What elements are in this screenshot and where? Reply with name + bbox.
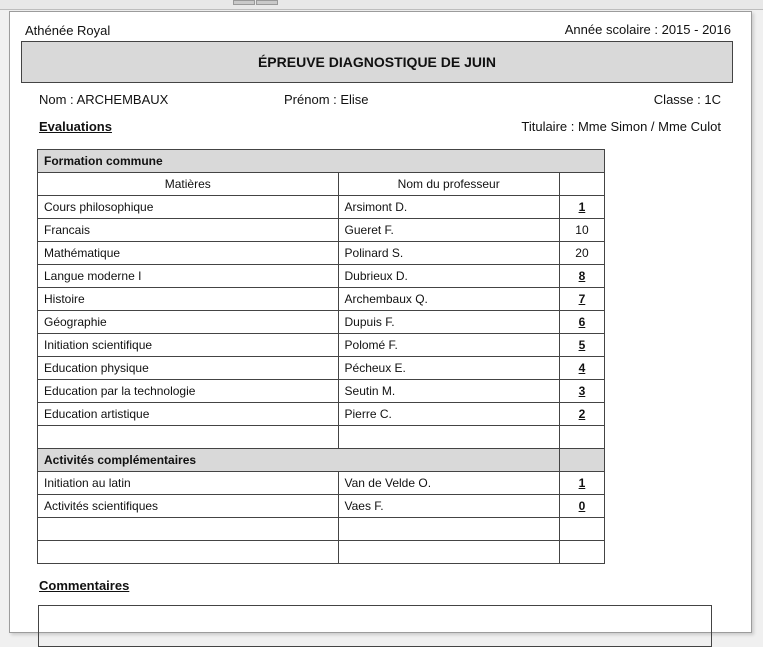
empty-row (38, 541, 605, 564)
empty-cell (38, 541, 339, 564)
commentaires-heading: Commentaires (39, 578, 130, 593)
grade-value: 2 (578, 407, 586, 421)
section-title: Activités complémentaires (38, 449, 560, 472)
section-title: Formation commune (38, 150, 605, 173)
grade-value: 8 (578, 269, 586, 283)
teacher-cell: Pécheux E. (338, 357, 559, 380)
subject-cell: Cours philosophique (38, 196, 339, 219)
empty-cell (559, 426, 604, 449)
evaluations-heading: Evaluations (39, 119, 112, 134)
teacher-cell: Polomé F. (338, 334, 559, 357)
grade-value: 6 (578, 315, 586, 329)
table-row (38, 242, 605, 265)
teacher-cell: Polinard S. (338, 242, 559, 265)
commentaires-box (38, 605, 712, 647)
grade-cell (559, 288, 604, 311)
grades-table (37, 149, 605, 564)
subject-cell: Francais (38, 219, 339, 242)
table-row (38, 288, 605, 311)
table-row (38, 334, 605, 357)
teacher-cell: Seutin M. (338, 380, 559, 403)
subject-cell: Géographie (38, 311, 339, 334)
grade-value: 5 (578, 338, 586, 352)
table-row (38, 265, 605, 288)
grade-cell (559, 403, 604, 426)
grade-cell (559, 242, 604, 265)
teacher-cell: Gueret F. (338, 219, 559, 242)
empty-row (38, 518, 605, 541)
empty-cell (559, 541, 604, 564)
grade-value: 10 (575, 223, 589, 237)
grade-value: 1 (578, 476, 586, 490)
table-row (38, 219, 605, 242)
subject-cell: Education physique (38, 357, 339, 380)
subject-cell: Langue moderne I (38, 265, 339, 288)
toolbar-button[interactable] (233, 0, 255, 5)
grade-value: 7 (578, 292, 586, 306)
table-row (38, 196, 605, 219)
subject-cell: Initiation scientifique (38, 334, 339, 357)
grade-value: 0 (578, 499, 586, 513)
grade-cell (559, 472, 604, 495)
grade-cell (559, 219, 604, 242)
grade-value: 3 (578, 384, 586, 398)
subject-cell: Education par la technologie (38, 380, 339, 403)
empty-row (38, 426, 605, 449)
empty-cell (338, 426, 559, 449)
grade-cell (559, 334, 604, 357)
student-nom: Nom : ARCHEMBAUX (39, 92, 169, 107)
section-header-formation (38, 150, 605, 173)
subject-cell: Activités scientifiques (38, 495, 339, 518)
teacher-cell: Vaes F. (338, 495, 559, 518)
teacher-cell: Archembaux Q. (338, 288, 559, 311)
col-header-note (559, 173, 604, 196)
table-row (38, 472, 605, 495)
table-row (38, 495, 605, 518)
teacher-cell: Pierre C. (338, 403, 559, 426)
col-header-professeur: Nom du professeur (338, 173, 559, 196)
column-header-row (38, 173, 605, 196)
subject-cell: Initiation au latin (38, 472, 339, 495)
table-row (38, 403, 605, 426)
grade-cell (559, 311, 604, 334)
empty-cell (38, 426, 339, 449)
school-name: Athénée Royal (25, 23, 111, 38)
window-toolbar (0, 0, 763, 10)
teacher-cell: Dupuis F. (338, 311, 559, 334)
report-page (9, 11, 752, 633)
table-row (38, 357, 605, 380)
titulaire: Titulaire : Mme Simon / Mme Culot (521, 119, 721, 134)
grade-value: 1 (578, 200, 586, 214)
teacher-cell: Dubrieux D. (338, 265, 559, 288)
grade-cell (559, 265, 604, 288)
section-header-activites (38, 449, 605, 472)
toolbar-button[interactable] (256, 0, 278, 5)
grade-cell (559, 357, 604, 380)
grade-value: 20 (575, 246, 589, 260)
subject-cell: Histoire (38, 288, 339, 311)
subject-cell: Mathématique (38, 242, 339, 265)
col-header-matieres: Matières (38, 173, 339, 196)
table-row (38, 311, 605, 334)
subject-cell: Education artistique (38, 403, 339, 426)
grade-cell (559, 196, 604, 219)
table-row (38, 380, 605, 403)
empty-cell (338, 541, 559, 564)
teacher-cell: Van de Velde O. (338, 472, 559, 495)
grade-value: 4 (578, 361, 586, 375)
section-title-spacer (559, 449, 604, 472)
empty-cell (338, 518, 559, 541)
school-year: Année scolaire : 2015 - 2016 (564, 22, 731, 37)
student-classe: Classe : 1C (653, 92, 721, 107)
page-title: ÉPREUVE DIAGNOSTIQUE DE JUIN (21, 41, 733, 83)
empty-cell (38, 518, 339, 541)
grade-cell (559, 495, 604, 518)
teacher-cell: Arsimont D. (338, 196, 559, 219)
empty-cell (559, 518, 604, 541)
grade-cell (559, 380, 604, 403)
student-prenom: Prénom : Elise (284, 92, 369, 107)
